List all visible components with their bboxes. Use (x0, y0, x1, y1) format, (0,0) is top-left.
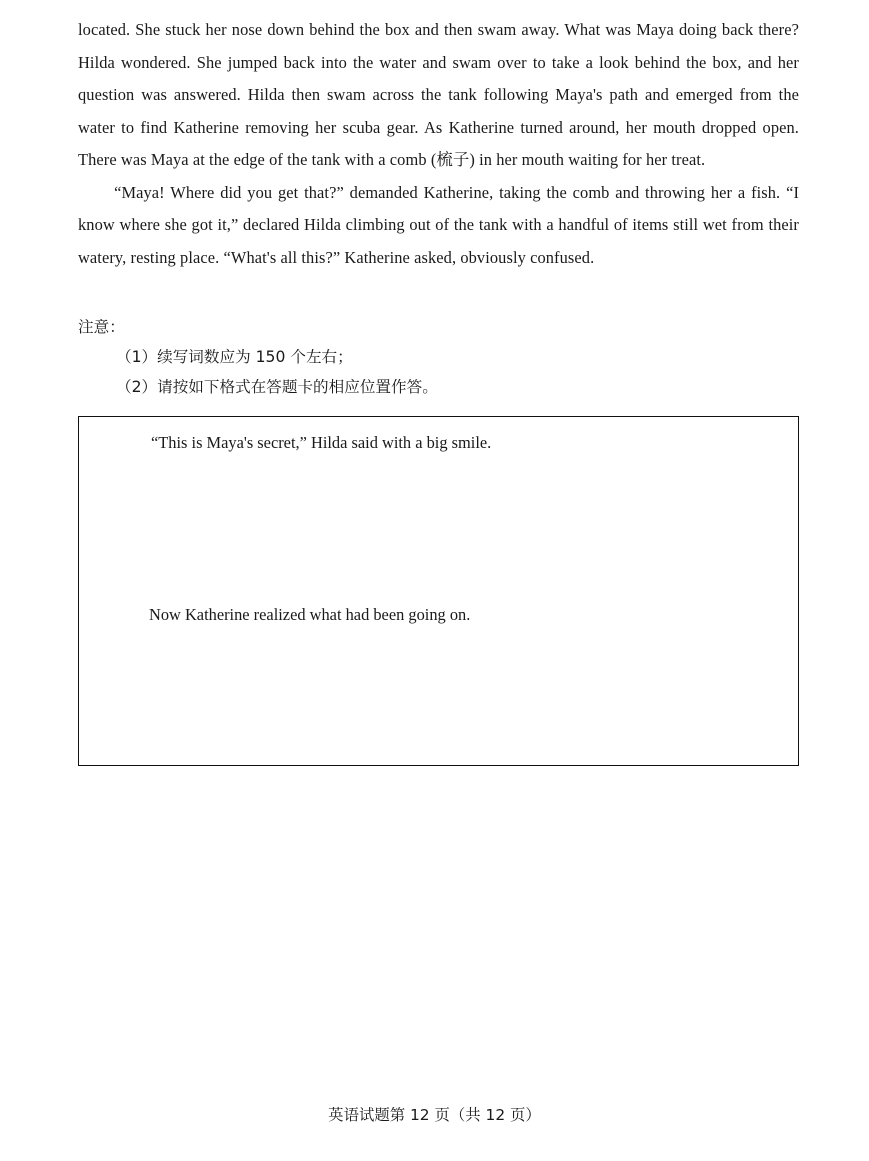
notice-item-1: （1）续写词数应为 150 个左右； (116, 348, 353, 366)
notice-item-2: （2）请按如下格式在答题卡的相应位置作答。 (116, 378, 438, 396)
passage-paragraph-1: located. She stuck her nose down behind the box and then swam away. What was Maya doing back there? Hilda wondered. She jumped back into the water and swam over to take a look behind the box, and her question was answered. Hilda then swam across the tank following Maya's path and emerged from the water to find Katherine removing her scuba gear. As Katherine turned around, her mouth dropped open. There was Maya at the edge of the tank with a comb (梳子) in her mouth waiting for her treat. (78, 20, 799, 169)
notice-title: 注意： (78, 318, 125, 336)
page-footer: 英语试题第 12 页（共 12 页） (328, 1106, 541, 1124)
notice-block (78, 312, 799, 402)
answer-box[interactable] (78, 416, 799, 766)
answer-prompt-line-1: “This is Maya's secret,” Hilda said with a big smile. (151, 433, 492, 452)
passage-paragraph-2: “Maya! Where did you get that?” demanded Katherine, taking the comb and throwing her a fish. “I know where she got it,” declared Hilda climbing out of the tank with a handful of items still wet from their watery, resting place. “What's all this?” Katherine asked, obviously confused. (78, 182, 799, 267)
answer-prompt-line-2: Now Katherine realized what had been going on. (149, 605, 471, 624)
